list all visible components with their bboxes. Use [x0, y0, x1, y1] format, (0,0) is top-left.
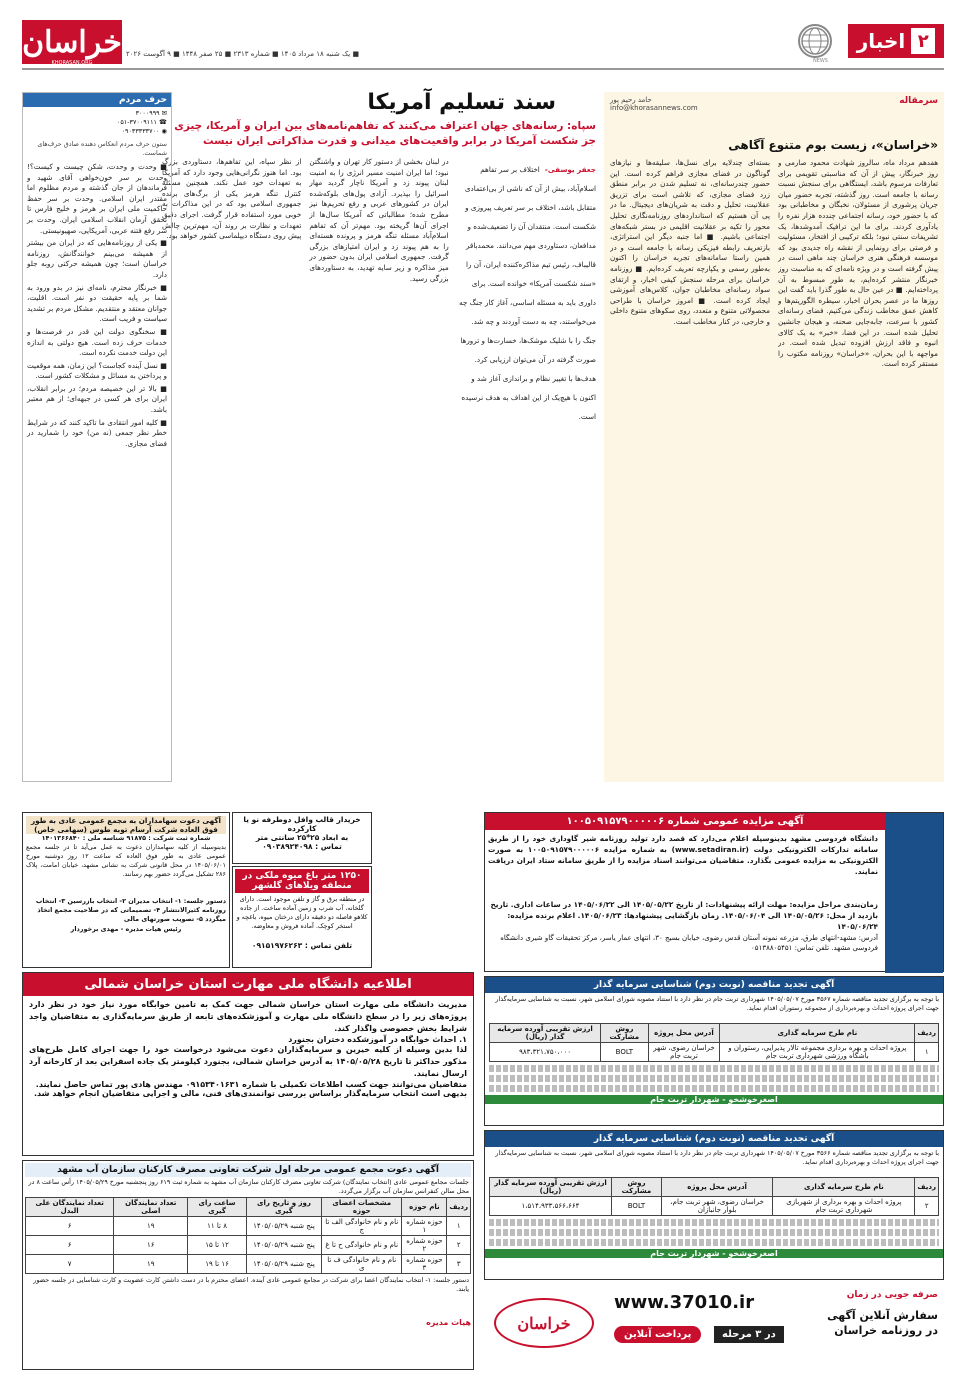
contact-info: ✉ ۳۰۰۰۹۹۹ ☎ ۰۵۱-۳۷۰۰۹۱۱۱ ◉ ۰۹۰۳۳۳۳۳۷۰۰ — [116, 109, 167, 135]
news-label: NEWS — [812, 58, 828, 64]
section-badge — [848, 24, 944, 58]
people-voice-list — [23, 160, 171, 451]
tender-2-fine-print — [485, 1219, 943, 1246]
editorial-title: «خراسان»، زیست بوم متنوع آگاهی — [728, 138, 938, 152]
list-item: ■ کلیه امور انتقادی ما تاکید کنند که در شرایط خطر نظر جمعی (نه من) خود را شمارید در فضای مجازی. — [27, 417, 167, 448]
sms-icon: ✉ — [161, 109, 167, 117]
table-row: ۳ حوزه شماره ۳ نام و نام خانوادگی ف تا ی پنج شنبه ۱۴۰۵/۰۵/۲۹ ۱۶ تا ۱۹ ۱۹ ۷ — [26, 1255, 471, 1274]
column-intro: ستون حرف مردم انعکاس دهنده صادق حرف‌های شماست. — [37, 140, 167, 157]
ad-orchard: ۱۲۵۰ متر باغ میوه ملکی در منطقه ویلاهای گلشهر در منطقه برق و گاز و تلفن موجود است. دارای گلخانه، آب شرب و زمین آماده ساخت. از جاده کلاهو فاصله دو دقیقه دارای درختان میوه، باغچه و استخر کوچک. آماده فروش و معاوضه. تلفن تماس : ۰۹۱۵۱۹۷۶۲۶۳ — [232, 866, 372, 968]
list-item: ■ خبرنگار محترم، نامه‌ای نیز در بدو ورود به شما بر پایه حقیقت دو نفر است. اقلیت، جوانان معتقد و منتقدیم. مشکل مردم بر تشدید سیاست و فریب است. — [27, 282, 167, 324]
table-row: ۲ حوزه شماره ۲ نام و نام خانوادگی ح تا غ پنج شنبه ۱۴۰۵/۰۵/۲۹ ۱۲ تا ۱۵ ۱۶ ۶ — [26, 1236, 471, 1255]
article-byline: جعفر یوسفی- — [544, 165, 596, 174]
article-title: سند تسلیم آمریکا — [367, 90, 556, 115]
list-item: ■ نسل آینده کجاست؟ این زمان، همه موقعیت و پرداختن به مسائل و مشکلات کشور است. — [27, 360, 167, 381]
author-email[interactable]: info@khorasannews.com — [610, 104, 698, 112]
promo-badge: پرداخت آنلاین — [614, 1326, 701, 1343]
editorial-column — [604, 92, 944, 782]
promo-website-link[interactable]: www.37010.ir — [614, 1292, 755, 1313]
cooperative-table: ردیف نام حوزه مشخصات اعضای حوزه روز و تاریخ رای گیری ساعت رای گیری تعداد نمایندگان اصلی تعداد نمایندگان علی البدل ۱ حوزه شماره ۱ نام و نام خانوادگی الف تا ج پنج شنبه ۱۴۰۵/۰۵/۲۹ ۸ تا ۱۱ ۱۹ ۶ ۲ حوزه شماره ۲ نام و نام خانوادگی ح تا غ پنج شنبه ۱۴۰۵/۰۵/۲۹ ۱۲ تا ۱۵ ۱۶ ۶ ۳ حوزه شماره ۳ نام و نام خانوادگی ف تا ی پنج شنبه ۱۴۰۵/۰۵/۲۹ ۱۶ تا ۱۹ ۱۹ ۷ — [25, 1197, 471, 1274]
list-item: ■ یکی از روزنامه‌هایی که در ایران من بیشتر از همیشه می‌بینم خوانندگانش، روزنامه خراسان است؛ چون همیشه حرکتی روبه جلو دارد. — [27, 238, 167, 279]
table-row: ۱ پروژه احداث و بهره برداری مجموعه تالار پذیرایی، رستوران و باشگاه ورزشی شهرداری تربت جام خراسان رضوی، شهر تربت جام BOLT ۹۸۳،۳۲۱،۷۵۰،۰۰۰ — [490, 1043, 939, 1062]
people-voice-label: حرف مردم — [23, 93, 171, 107]
table-row: ۱ حوزه شماره ۱ نام و نام خانوادگی الف تا ج پنج شنبه ۱۴۰۵/۰۵/۲۹ ۸ تا ۱۱ ۱۹ ۶ — [26, 1217, 471, 1236]
editorial-body-col2: بسته‌ای چندلایه برای نسل‌ها، سلیقه‌ها و نیازهای گوناگون در فضای مجازی فراهم کرده است. این حضور چندرسانه‌ای، نه تسلیم شدن در برابر منطق زرد فضای مجازی، که تلاشی است برای تزریق عقلانیت، تحلیل و دقت به شریان‌های دیجیتال. ما در پی آن هستیم که استاندارد‌های روزنامه‌نگاری تحلیل محور را تکیه بر عقلانیت اقلیمی در بستر شبکه‌های اجتماعی باشیم. ■ اما جنبه دیگر این استراتژی، بازتعریف رابطه فیزیکی رسانه با جامعه است و در همین راستا سامانه‌های تجربه خراسان را اکنون به‌طور رسمی و یکپارچه تعریف کرده‌ایم. ■ روزنامه خراسان برای مرحله سنجش کیفی اخبار، و ارتقای سواد رسانه‌ای مخاطبان جوان، کلاس‌های آموزشی ایجاد کرده است. ■ امروز خراسان با طراحی محصولاتی متنوع و متعدد، روی سکوهای متنوع داخلی و خارجی، در کنار مخاطب است. — [610, 158, 770, 326]
date-line: ■ یک شنبه ۱۸ مرداد ۱۴۰۵ ■ شماره ۲۳۱۳ ■ ۲۵ صفر ۱۴۴۸ ■ ۹ آگوست ۲۰۲۶ — [126, 50, 360, 58]
ad-shareholders: آگهی دعوت سهامداران به مجمع عمومی عادی به طور فوق العاده شرکت آرسام توبه طوس (سهامی خاص) شماره ثبت شرکت : ۹۱۸۷۵ شناسه ملی : ۱۴۰۱۳۶۶۸۴۰ بدینوسیله از کلیه سهامداران دعوت به عمل می‌آید تا در جلسه مجمع عمومی عادی به طور فوق العاده که ساعت ۱۲ روز دوشنبه مورخ ۱۴۰۵/۰۶/۰۱ در محل قانونی شرکت به نشانی مشهد، خیابان امامت، پلاک ۲۸۶ تشکیل می‌گردد حضور بهم رسانند. دستور جلسه: ۱- انتخاب مدیران ۲- انتخاب بازرسین ۳- انتخاب روزنامه کثیرالانتشار ۴- تصمیماتی که در صلاحیت مجمع اتخاذ میگردد ۵- تصویب صورتهای مالی رئیس هیات مدیره - مهدی برخوردار — [22, 812, 230, 968]
ad-tender-1: آگهی تجدید مناقصه (نوبت دوم) شناسایی سرمایه گذار با توجه به برگزاری تجدید مناقصه شماره ۳۵۶۷ مورخ ۱۴۰۵/۰۵/۰۷ شهرداری تربت جام در نظر دارد با استناد مصوبه شورای اسلامی شهر، نسبت به شناسایی سرمایه‌گذار جهت اجرای پروژه احداث و بهره‌برداری از مجموعه رستوران اقدام نماید. ردیف نام طرح سرمایه گذاری آدرس محل پروژه روش مشارکت ارزش تقریبی آورده سرمایه گذار (ریال) ۱ پروژه احداث و بهره برداری مجموعه تالار پذیرایی، رستوران و باشگاه ورزشی شهرداری تربت جام خراسان رضوی، شهر تربت جام BOLT ۹۸۳،۳۲۱،۷۵۰،۰۰۰ اصغرخوشخو - شهردار تربت جام — [484, 976, 944, 1126]
tender-2-table: ردیف نام طرح سرمایه گذاری آدرس محل پروژه روش مشارکت ارزش تقریبی آورده سرمایه گذار (ریال) ۲ پروژه احداث و بهره برداری از شهربازی شهرداری تربت جام خراسان رضوی، شهر تربت جام، بلوار جانبازان BOLT ۱،۵۱۴،۹۳۳،۵۶۶،۶۶۴ — [489, 1177, 939, 1216]
author-name: حامد رحیم پور — [610, 96, 652, 104]
list-item: ■ سخنگوی دولت این قدر در فرصت‌ها و خدمات حرف زده است. هیچ دولتی به اندازه این دولت خدمت نکرده است. — [27, 326, 167, 358]
ad-university-notice: اطلاعیه دانشگاه ملی مهارت استان خراسان شمالی مدیریت دانشگاه ملی مهارت استان خراسان شمالی جهت کمک به تامین خوابگاه مورد نیاز خود در نظر دارد پروژه‌های زیر را در سطح دانشگاه ملی مهارت و آموزشکده‌های تابعه از طریق سرمایه‌گذاری به متقاضیان واجد شرایط بخش خصوصی واگذار کند. ۱. احداث خوابگاه در آموزشکده دختران بجنورد لذا بدین وسیله از کلیه خیرین و سرمایه‌گذاران دعوت می‌شود درخواست خود را جهت اجرای کامل طرح‌های مذکور حداکثر تا تاریخ ۱۴۰۵/۰۵/۲۸ به آدرس خراسان شمالی، بجنورد کیلومتر یک جاده اسفراین بعد از کارخانه آرد ارسال نمایند. متقاضیان می‌توانند جهت کسب اطلاعات تکمیلی با شماره ۰۹۱۵۳۴۰۱۶۳۱ مهندس هادی پور تماس حاصل نمایند. بدیهی است انتخاب سرمایه‌گذار براساس بررسی توانمندی‌های فنی، مالی و اجرایی متقاضیان انجام خواهد شد. — [22, 972, 474, 1156]
people-voice-column — [22, 92, 172, 782]
ad-cooperative: آگهی دعوت مجمع عمومی مرحله اول شرکت تعاونی مصرف کارکنان سازمان آب مشهد جلسات مجامع عمومی عادی (انتخاب نمایندگان) شرکت تعاونی مصرف کارکنان سازمان آب مشهد به شماره ثبت ۶۱۹ روز پنجشنبه مورخ ۱۴۰۵/۰۵/۲۹ رأس ساعت ۸ در محل سالن کنفرانس سازمان آب برگزار می‌گردد. ردیف نام حوزه مشخصات اعضای حوزه روز و تاریخ رای گیری ساعت رای گیری تعداد نمایندگان اصلی تعداد نمایندگان علی البدل ۱ حوزه شماره ۱ نام و نام خانوادگی الف تا ج پنج شنبه ۱۴۰۵/۰۵/۲۹ ۸ تا ۱۱ ۱۹ ۶ ۲ حوزه شماره ۲ نام و نام خانوادگی ح تا غ پنج شنبه ۱۴۰۵/۰۵/۲۹ ۱۲ تا ۱۵ ۱۶ ۶ ۳ حوزه شماره ۳ نام و نام خانوادگی ف تا ی پنج شنبه ۱۴۰۵/۰۵/۲۹ ۱۶ تا ۱۹ ۱۹ ۷ دستور جلسه: ۱- انتخاب نمایندگان اعضا برای شرکت در مجامع عمومی عادی آینده. اعضای محترم با در دست داشتن کارت عضویت و کارت شناسایی در جلسه حضور یابند. هیات مدیره — [22, 1160, 474, 1370]
table-row: ۲ پروژه احداث و بهره برداری از شهربازی شهرداری تربت جام خراسان رضوی، شهر تربت جام، بلوار جانبازان BOLT ۱،۵۱۴،۹۳۳،۵۶۶،۶۶۴ — [490, 1197, 939, 1216]
list-item: ■ بالا تر این خصیصه مردم؛ در برابر انقلاب، ایران برای هر کسی در جبهه‌ای؛ از هم معتبر باشد. — [27, 383, 167, 415]
globe-icon — [798, 24, 832, 58]
online-ad-promo: صرفه جویی در زمان سفارش آنلاین آگهی در روزنامه خراسان www.37010.ir پرداخت آنلاین در ۳ مرحله خراسان — [484, 1284, 944, 1370]
masthead — [22, 18, 944, 70]
article-col1: جعفر یوسفی- اختلاف بر سر تفاهم اسلام‌آباد، بیش از آن که ناشی از بی‌اعتمادی متقابل باشد، اختلاف بر سر تعریف پیروزی و شکست است. منتقدان آن را تضعیف‌شده و مدافعان، دستاوردی مهم می‌دانند. محمدباقر قالیباف، رئیس تیم مذاکره‌کننده ایران، آن را «سند شکست آمریکا» خوانده است. برای داوری باید به مسئله اساسی، آغاز کار جنگ چه می‌خواستند، چه به دست آوردند و چه شد. جنگ را با شلیک موشک‌ها، خسارت‌ها و ترورها صورت گرفته در آن می‌توان ارزیابی کرد. هدف‌ها با تغییر نظام و براندازی آغاز شد و اکنون با هیچ‌یک از این اهداف به هدف نرسیده است. — [459, 165, 596, 421]
phone-icon: ☎ — [159, 118, 167, 126]
ad-tender-2: آگهی تجدید مناقصه (نوبت دوم) شناسایی سرمایه گذار با توجه به برگزاری تجدید مناقصه شماره ۳۵۶۶ مورخ ۱۴۰۵/۰۵/۰۷ شهرداری تربت جام در نظر دارد با استناد مصوبه شورای اسلامی شهر، نسبت به شناسایی سرمایه‌گذار جهت اجرای پروژه احداث و بهره‌برداری اقدام نماید. ردیف نام طرح سرمایه گذاری آدرس محل پروژه روش مشارکت ارزش تقریبی آورده سرمایه گذار (ریال) ۲ پروژه احداث و بهره برداری از شهربازی شهرداری تربت جام خراسان رضوی، شهر تربت جام، بلوار جانبازان BOLT ۱،۵۱۴،۹۳۳،۵۶۶،۶۶۴ اصغرخوشخو - شهردار تربت جام — [484, 1130, 944, 1280]
logo-tagline: KHORASAN.ORG — [51, 60, 93, 66]
ad-auction: آگهی مزایده عمومی شماره ۱۰۰۵۰۹۱۵۷۹۰۰۰۰۰۶ دانشگاه فردوسی مشهد بدینوسیله اعلام می‌دارد که قصد دارد تولید روزنامه شیر گاوداری خود را از طریق سامانه تدارکات الکترونیکی دولت (www.setadiran.ir) به شماره مزایده ۱۰۰۵۰۹۱۵۷۹۰۰۰۰۰۶ به صورت الکترونیکی به مزایده عمومی بگذارد. متقاضیان می‌توانند اسناد مزایده را از طریق سامانه ستاد ایران دریافت نمایند. زمان‌بندی مراحل مزایده: مهلت ارائه پیشنهادات: از تاریخ ۱۴۰۵/۰۵/۲۲ الی ۱۴۰۵/۰۶/۲۲ در ساعات اداری. تاریخ بازدید از محل: ۱۴۰۵/۰۵/۲۶ الی ۱۴۰۵/۰۶/۰۴. زمان بازگشایی پیشنهادها: ۱۴۰۵/۰۶/۲۳. اعلام برنده مزایده: ۱۴۰۵/۰۶/۲۴ آدرس: مشهد-انتهای طرق، مزرعه نمونه آستان قدس رضوی، خیابان بسیج ۳۰، انتهای عمار یاسر، مرکز تحقیقات گاو شیری دانشگاه فردوسی مشهد. تلفن تماس: ۰۵۱۳۸۸۰۵۴۵۱ — [484, 812, 944, 972]
tender-1-table: ردیف نام طرح سرمایه گذاری آدرس محل پروژه روش مشارکت ارزش تقریبی آورده سرمایه گذار (ریال) ۱ پروژه احداث و بهره برداری مجموعه تالار پذیرایی، رستوران و باشگاه ورزشی شهرداری تربت جام خراسان رضوی، شهر تربت جام BOLT ۹۸۳،۳۲۱،۷۵۰،۰۰۰ — [489, 1023, 939, 1062]
article-subtitle: سپاه: رسانه‌های جهان اعتراف می‌کنند که تفاهم‌نامه‌های بین ایران و آمریکا، چیزی جز شکست آمریکا در برابر واقعیت‌های میدانی و قدرت مذاکراتی ایران نیست — [174, 120, 596, 147]
list-item: ■ وحدت و وحدت، شکن چیست و کیست؟! وحدت بر سر خون‌خواهی آقای شهید و فرماندهان از جان گذشته و مردم مظلوم اما مقتدر ایران اسلامی. وحدت بر سر حفظ حاکمیت ملی ایران بر هرمز و خلیج فارس تا تحقق آرمان انقلاب اسلامی ایران. وحدت بر سر رفع فتنه عربی، آمریکایی، صهیونیستی. — [27, 162, 167, 235]
main-article — [162, 90, 596, 780]
section-number: ۲ — [911, 28, 935, 54]
editorial-label: سرمقاله — [899, 96, 938, 106]
article-col3: از نظر سپاه، این تفاهم‌ها، دستاوردی بزرگ بود. اما هنوز نگرانی‌هایی وجود دارد که آمریکا به تعهدات خود عمل نکند. همچنین مسئله کنترل تنگه هرمز یکی از برگ‌های برنده جمهوری اسلامی بود که در این مذاکرات به خوبی مورد استفاده قرار گرفت. اجرای دقیق تعهدات و نظارت بر روند آن، مهم‌ترین چالش پیش روی دستگاه دیپلماسی کشور خواهد بود. — [162, 157, 302, 241]
tender-1-fine-print — [485, 1065, 943, 1092]
newspaper-logo[interactable]: خراسان — [22, 20, 122, 64]
promo-steps: در ۳ مرحله — [714, 1326, 784, 1343]
editorial-body-col1: هفدهم مرداد ماه، سالروز شهادت محمود صارمی و روز خبرنگار، پیش از آن که مناسبتی تقویمی برای تعارفات مرسوم باشد، ایستگاهی برای سنجش نسبت رسانه با جامعه است. روز گذشته، تجربه حضور میان جریان پرشوری از مسئولان، نخبگان و مخاطبانی بود که با حضور خود، رسانه اجتماعی چندده هزار نفره را یادآوری کردند. برای ما این ترافیک آمدوشدها، یک تشریفات سنتی نبود؛ بلکه ترکیبی از افتخار، مسئولیت و فرصتی برای رونمایی از نقشه راه جدیدی بود که موسسه فرهنگی هنری خراسان چند ماهی است در پیش گرفته است و در ویژه نامه‌ای که به مناسبت روز خبرنگار منتشر کرده‌ایم، به طور مبسوط به آن پرداخته‌ایم. ■ در عین حال به طور گذرا باید گفت این روزها ما در عصر بحران اخبار، سیطره الگوریتم‌ها و کاهش عمق مخاطب زندگی می‌کنیم. فضای رسانه‌ای کشور با سرعت، جابه‌جایی صحنه، و هیجان جانشین تحلیل شده است. در این فضا، «خبر» به یک کالای انبوه و فاقد ارزش افزوده تبدیل شده است. در مواجهه با این بحران، «خراسان» روزنامه مکتوب را مستقر کرده است. — [778, 158, 938, 369]
university-emblem — [885, 813, 943, 973]
editorial-byline — [610, 96, 698, 112]
whatsapp-icon: ◉ — [161, 127, 167, 135]
section-name: اخبار — [856, 29, 906, 53]
ad-waffle: خریدار قالب وافل دوطرفه نو یا کارکرده به ابعاد ۲۵*۲۵ سانتی متر تماس : ۰۹۰۳۸۹۲۴۰۹۸ — [232, 812, 372, 864]
article-col2: در لبنان بخشی از دستور کار تهران و واشنگتن نبود؛ اما ایران امنیت مسیر انرژی را به امنیت لبنان پیوند زد و آمریکا ناچار گرديد مهار اسرائیل را بپذیرد. آزادی پول‌های بلوکه‌شده ایران در کشورهای عربی و رفع تحریم‌ها نیز مطرح شده؛ مطالباتی که آمریکا سال‌ها از اجرای آن‌ها گریخته بود. مهم‌تر آن که تفاهم اسلام‌آباد مسئله تنگه هرمز و پرونده هسته‌ای را به هم پیوند زد و ایران امتیازهای بزرگی گرفت. جمهوری اسلامی ایران بدون حضور در میز مذاکره و زیر سایه تهدید، به دستاوردهای بزرگی رسید. — [309, 157, 449, 283]
promo-logo: خراسان — [494, 1298, 594, 1348]
